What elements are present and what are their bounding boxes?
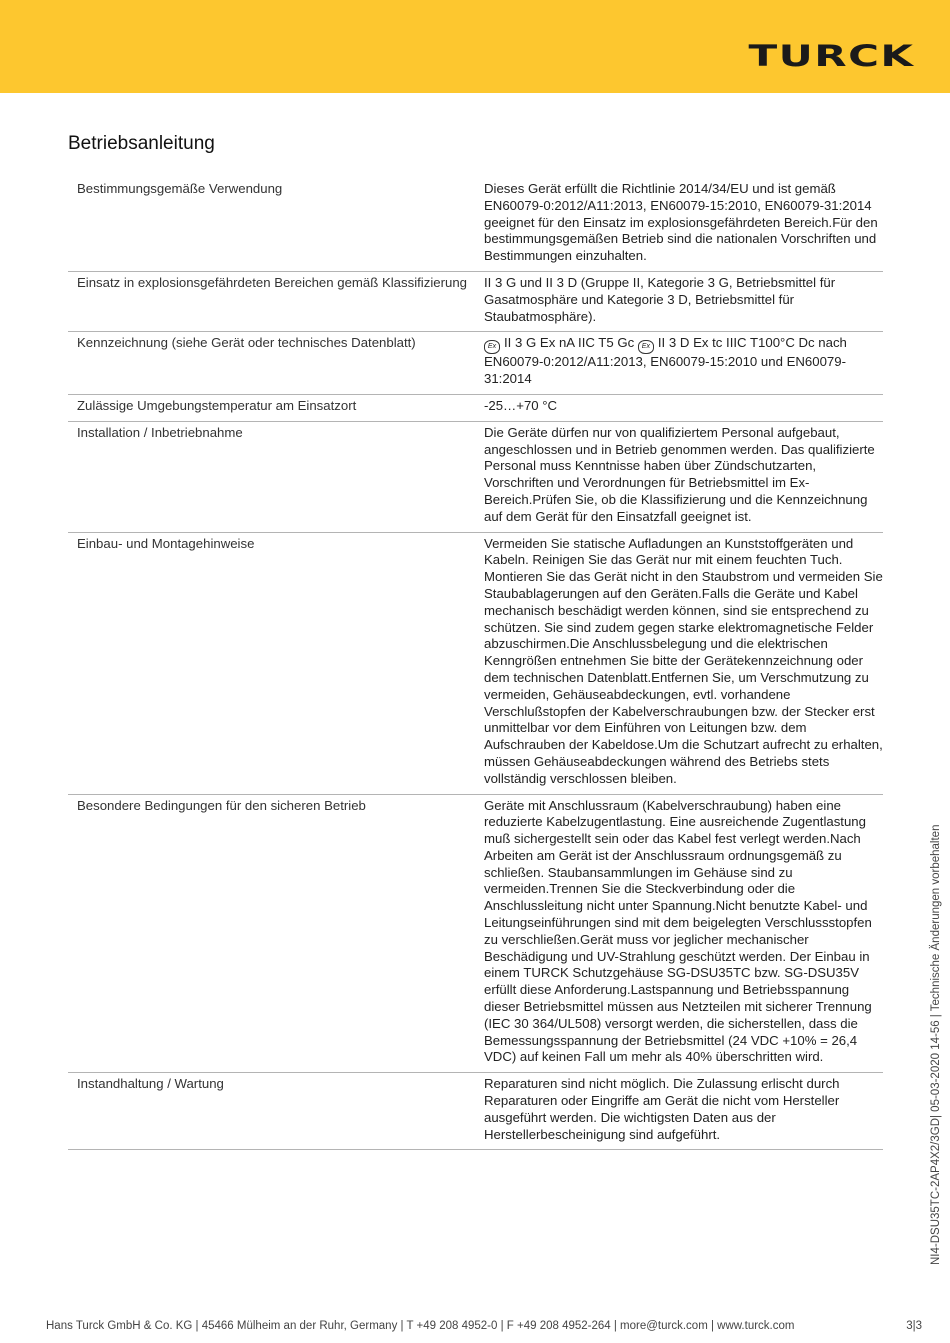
row-label: Einbau- und Montagehinweise [77,535,255,551]
row-label: Zulässige Umgebungstemperatur am Einsatzort [77,397,357,413]
row-label: Instandhaltung / Wartung [77,1076,224,1092]
marking-dust: II 3 D Ex tc IIIC T100°C Dc nach EN60079-0:2012/A11:2013, EN60079-15:2010 und EN60079-31:2014 [484,335,847,387]
turck-logo: TURCK [748,39,914,73]
table-row [68,395,883,422]
row-value-marking [484,335,883,388]
row-value: Reparaturen sind nicht möglich. Die Zulassung erlischt durch Reparaturen oder Eingriffe am Gerät die nicht vom Hersteller ausgeführt werden. Die wichtigsten Daten aus der Herstellerbescheinigung sind aufgeführt. [484,1076,840,1142]
row-value: II 3 G und II 3 D (Gruppe II, Kategorie 3 G, Betriebsmittel für Gasatmosphäre und Kategorie 3 D, Betriebsmittel für Staubatmosphäre). [484,274,836,324]
table-row [68,1073,883,1150]
row-label: Besondere Bedingungen für den sicheren Betrieb [77,797,366,813]
footer-contact: Hans Turck GmbH & Co. KG | 45466 Mülheim an der Ruhr, Germany | T +49 208 4952-0 | F +49 208 4952-264 | more@turck.com | www.turck.com [46,1320,795,1332]
side-document-reference: NI4-DSU35TC-2AP4X2/3GD| 05-03-2020 14-56 | Technische Änderungen vorbehalten [930,824,942,1265]
row-label: Installation / Inbetriebnahme [77,424,243,440]
row-value: Dieses Gerät erfüllt die Richtlinie 2014/34/EU und ist gemäß EN60079-0:2012/A11:2013, EN60079-15:2010, EN60079-31:2014 geeignet für den Einsatz im explosionsgefährdeten Bereich.Für den bestimmungsgemäßen Betrieb sind die nationalen Vorschriften und Bestimmungen einzuhalten. [484,181,878,264]
page-title: Betriebsanleitung [68,133,215,154]
table-row [68,272,883,332]
row-value: Die Geräte dürfen nur von qualifiziertem Personal aufgebaut, angeschlossen und in Betrieb genommen werden. Das qualifizierte Personal muss Kenntnisse haben über Zündschutzarten, Vorschriften und Verordnungen für Betriebsmittel im Ex-Bereich.Prüfen Sie, ob die Klassifizierung und die Kennzeichnung auf dem Gerät für den Einsatzfall geeignet ist. [484,424,875,524]
table-row [68,332,883,395]
row-label: Bestimmungsgemäße Verwendung [77,181,283,196]
row-label: Kennzeichnung (siehe Gerät oder technisches Datenblatt) [77,335,416,351]
ex-symbol-icon: Ex [484,340,500,354]
page-number: 3|3 [906,1320,922,1332]
table-row [68,533,883,795]
row-value: Geräte mit Anschlussraum (Kabelverschraubung) haben eine reduzierte Kabelzugentlastung. Eine ausreichende Zugentlastung muß sichergestellt sein oder das Kabel fest verlegt werden.Nach Arbeiten am Gerät ist der Anschlussraum ordnungsgemäß zu schließen. Staubansammlungen im Gehäuse sind zu vermeiden.Trennen Sie die Steckverbindung oder die Anschlussleitung nicht unter Spannung.Nicht benutzte Kabel- und Leitungseinführungen sind mit dem beigelegten Verschlussstopfen zu verschließen.Gerät muss vor jeglicher mechanischer Beschädigung und UV-Strahlung geschützt werden. Der Einbau in einem TURCK Schutzgehäuse SG-DSU35TC bzw. SG-DSU35V erfüllt diese Anforderung.Lastspannung und Betriebsspannung dieser Betriebsmittel müssen aus Netzteilen mit sicherer Trennung (IEC 30 364/UL508) versorgt werden, die sicherstellen, dass die Bemessungsspannung der Betriebsmittel (24 VDC +10% = 26,4 VDC) auf keinen Fall um mehr als 40% überschritten wird. [484,797,872,1065]
row-value: -25…+70 °C [484,397,558,413]
table-row [68,422,883,533]
marking-gas: II 3 G Ex nA IIC T5 Gc [504,335,635,351]
ex-symbol-icon: Ex [638,340,654,354]
brand-header-bar [0,0,950,93]
row-label: Einsatz in explosionsgefährdeten Bereichen gemäß Klassifizierung [77,274,467,290]
row-value: Vermeiden Sie statische Aufladungen an Kunststoffgeräten und Kabeln. Reinigen Sie das Gerät nur mit einem feuchten Tuch. Montieren Sie das Gerät nicht in den Staubstrom und vermeiden Sie Staubablagerungen auf den Geräten.Falls die Geräte und Kabel mechanisch beschädigt werden können, sind sie entsprechend zu schützen. Sie sind zudem gegen starke elektromagnetische Felder abzuschirmen.Die Anschlussbelegung und die elektrischen Kenngrößen entnehmen Sie bitte der Gerätekennzeichnung oder dem technischen Datenblatt.Entfernen Sie, um Verschmutzung zu vermeiden, Gehäuseabdeckungen, evtl. vorhandene Verschlußstopfen der Kabelverschraubungen bzw. der Stecker erst unmittelbar vor dem Einführen von Leitungen bzw. dem Aufschrauben der Kabeldose.Um die Schutzart aufrecht zu erhalten, müssen Gehäuseabdeckungen während des Betriebs stets vollständig verschlossen bleiben. [484,535,883,786]
table-row [68,178,883,272]
specification-table [68,178,883,1150]
table-row [68,795,883,1074]
